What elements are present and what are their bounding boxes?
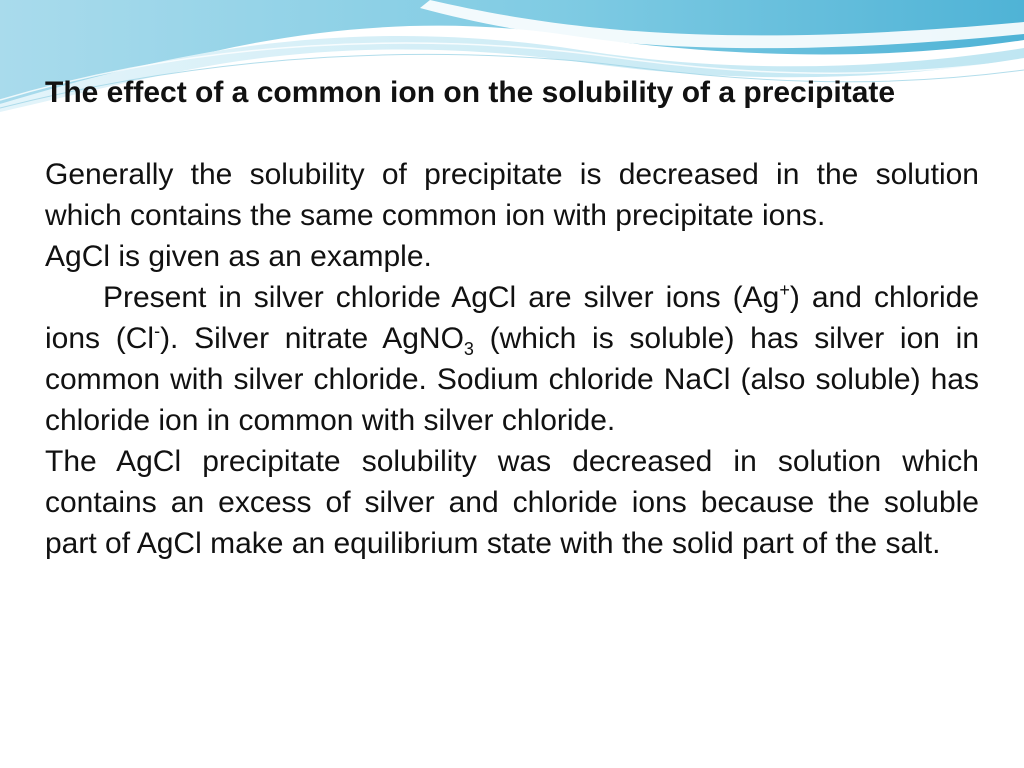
superscript-minus: - <box>154 321 161 341</box>
text-segment: (which is soluble) has silver ion in common with silver chloride. Sodium chloride NaCl (also soluble) has chloride ion in common with silver chloride. <box>45 322 979 437</box>
slide-title: The effect of a common ion on the solubility of a precipitate <box>45 76 896 109</box>
paragraph-example-intro: AgCl is given as an example. <box>45 240 432 273</box>
text-segment: ). Silver nitrate AgNO <box>160 322 464 355</box>
paragraph-conclusion: The AgCl precipitate solubility was decreased in solution which contains an excess of silver and chloride ions because the soluble part of AgCl make an equilibrium state with the solid part of the salt. <box>45 445 979 560</box>
superscript-plus: + <box>779 280 790 300</box>
subscript-three: 3 <box>463 339 474 359</box>
text-segment: Present in silver chloride AgCl are silver ions (Ag <box>103 281 780 314</box>
text-segment: ) and chloride ions (Cl <box>45 281 980 355</box>
paragraph-general-statement: Generally the solubility of precipitate is decreased in the solution which contains the same common ion with precipitate ions. <box>45 158 979 232</box>
paragraph-agcl-explanation <box>45 277 979 441</box>
slide-content <box>45 72 979 564</box>
